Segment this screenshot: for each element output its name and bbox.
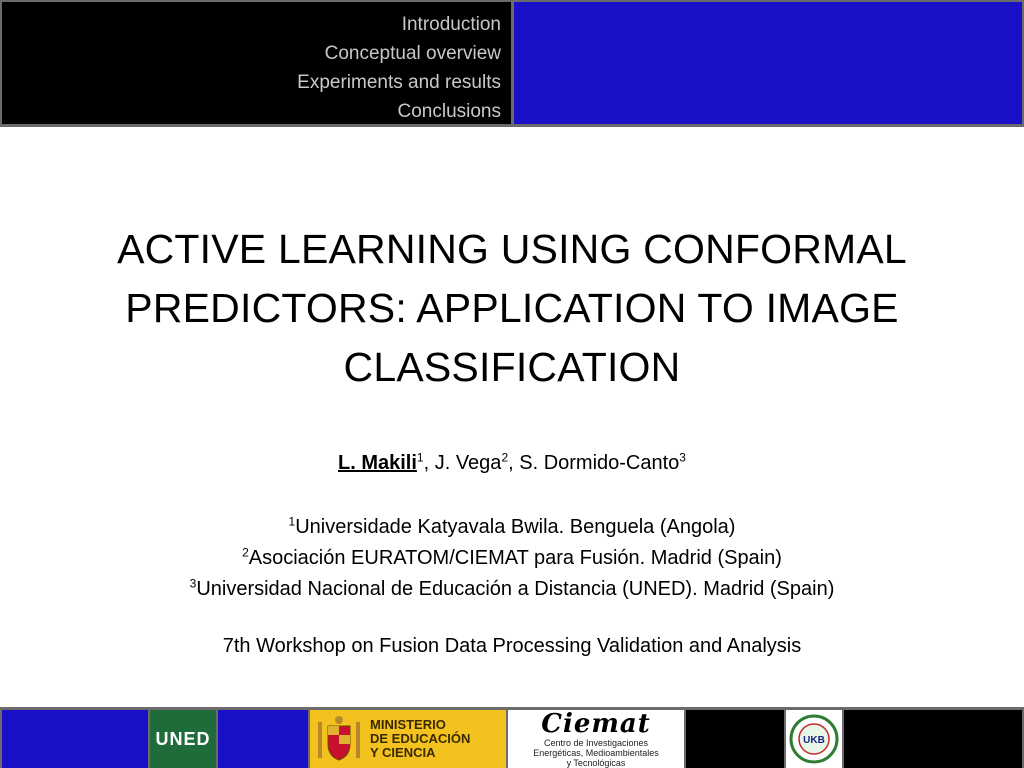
affiliation-1: [0, 512, 1024, 543]
author-3-affil: 3: [679, 450, 686, 465]
section-nav: [2, 2, 511, 124]
nav-item-introduction[interactable]: Introduction: [401, 14, 501, 35]
author-1-affil: 1: [416, 450, 424, 465]
uned-logo: UNED: [150, 710, 216, 768]
affiliation-3-text: Universidad Nacional de Educación a Distancia (UNED). Madrid (Spain): [196, 578, 835, 600]
ukb-logo: [786, 710, 842, 768]
header-blue-panel: [514, 2, 1022, 124]
affiliation-2-text: Asociación EURATOM/CIEMAT para Fusión. Madrid (Spain): [248, 547, 782, 569]
author-list: [0, 452, 1024, 475]
affiliation-2-marker: 2: [242, 545, 249, 560]
title-line-2: PREDICTORS: APPLICATION TO IMAGE: [125, 285, 899, 331]
nav-item-conceptual-overview[interactable]: Conceptual overview: [324, 43, 501, 64]
ciemat-sub-line-2: Energéticas, Medioambientales: [533, 748, 659, 758]
ministerio-line-2: DE EDUCACIÓN: [370, 731, 471, 746]
footer-blue-block-left: [2, 710, 148, 768]
affiliation-list: [0, 512, 1024, 605]
slide-title: [60, 220, 964, 397]
nav-item-experiments-results[interactable]: Experiments and results: [297, 72, 501, 93]
affiliation-3-marker: 3: [189, 576, 197, 591]
ministerio-line-3: Y CIENCIA: [370, 745, 436, 760]
footer-black-block: [686, 710, 784, 768]
ciemat-logo: [508, 710, 684, 768]
title-line-1: ACTIVE LEARNING USING CONFORMAL: [117, 226, 907, 272]
header-bar: [0, 0, 1024, 127]
spain-coat-of-arms-icon: [316, 714, 362, 764]
footer-blue-block-mid: [218, 710, 308, 768]
ciemat-sub-line-3: y Tecnológicas: [566, 758, 626, 768]
author-2: , J. Vega: [423, 452, 502, 474]
author-3: , S. Dormido-Canto: [508, 452, 680, 474]
workshop-name: 7th Workshop on Fusion Data Processing Validation and Analysis: [222, 635, 802, 657]
lead-author: L. Makili: [338, 452, 417, 474]
ministerio-logo: [310, 710, 506, 768]
affiliation-2: [0, 543, 1024, 574]
footer-black-block-right: [844, 710, 1022, 768]
ministerio-line-1: MINISTERIO: [370, 717, 446, 732]
affiliation-1-marker: 1: [288, 514, 296, 529]
ministerio-text: [370, 718, 470, 760]
ukb-seal-icon: [789, 714, 839, 764]
footer-logo-bar: [0, 707, 1024, 768]
ciemat-wordmark: Ciemat: [541, 709, 651, 739]
affiliation-3: [0, 574, 1024, 605]
affiliation-1-text: Universidade Katyavala Bwila. Benguela (Angola): [295, 516, 736, 538]
ukb-seal-text: UKB: [803, 735, 825, 746]
ciemat-sub-line-1: Centro de Investigaciones: [543, 738, 649, 748]
nav-item-conclusions[interactable]: Conclusions: [397, 101, 501, 122]
author-2-affil: 2: [501, 450, 509, 465]
title-line-3: CLASSIFICATION: [343, 344, 681, 390]
